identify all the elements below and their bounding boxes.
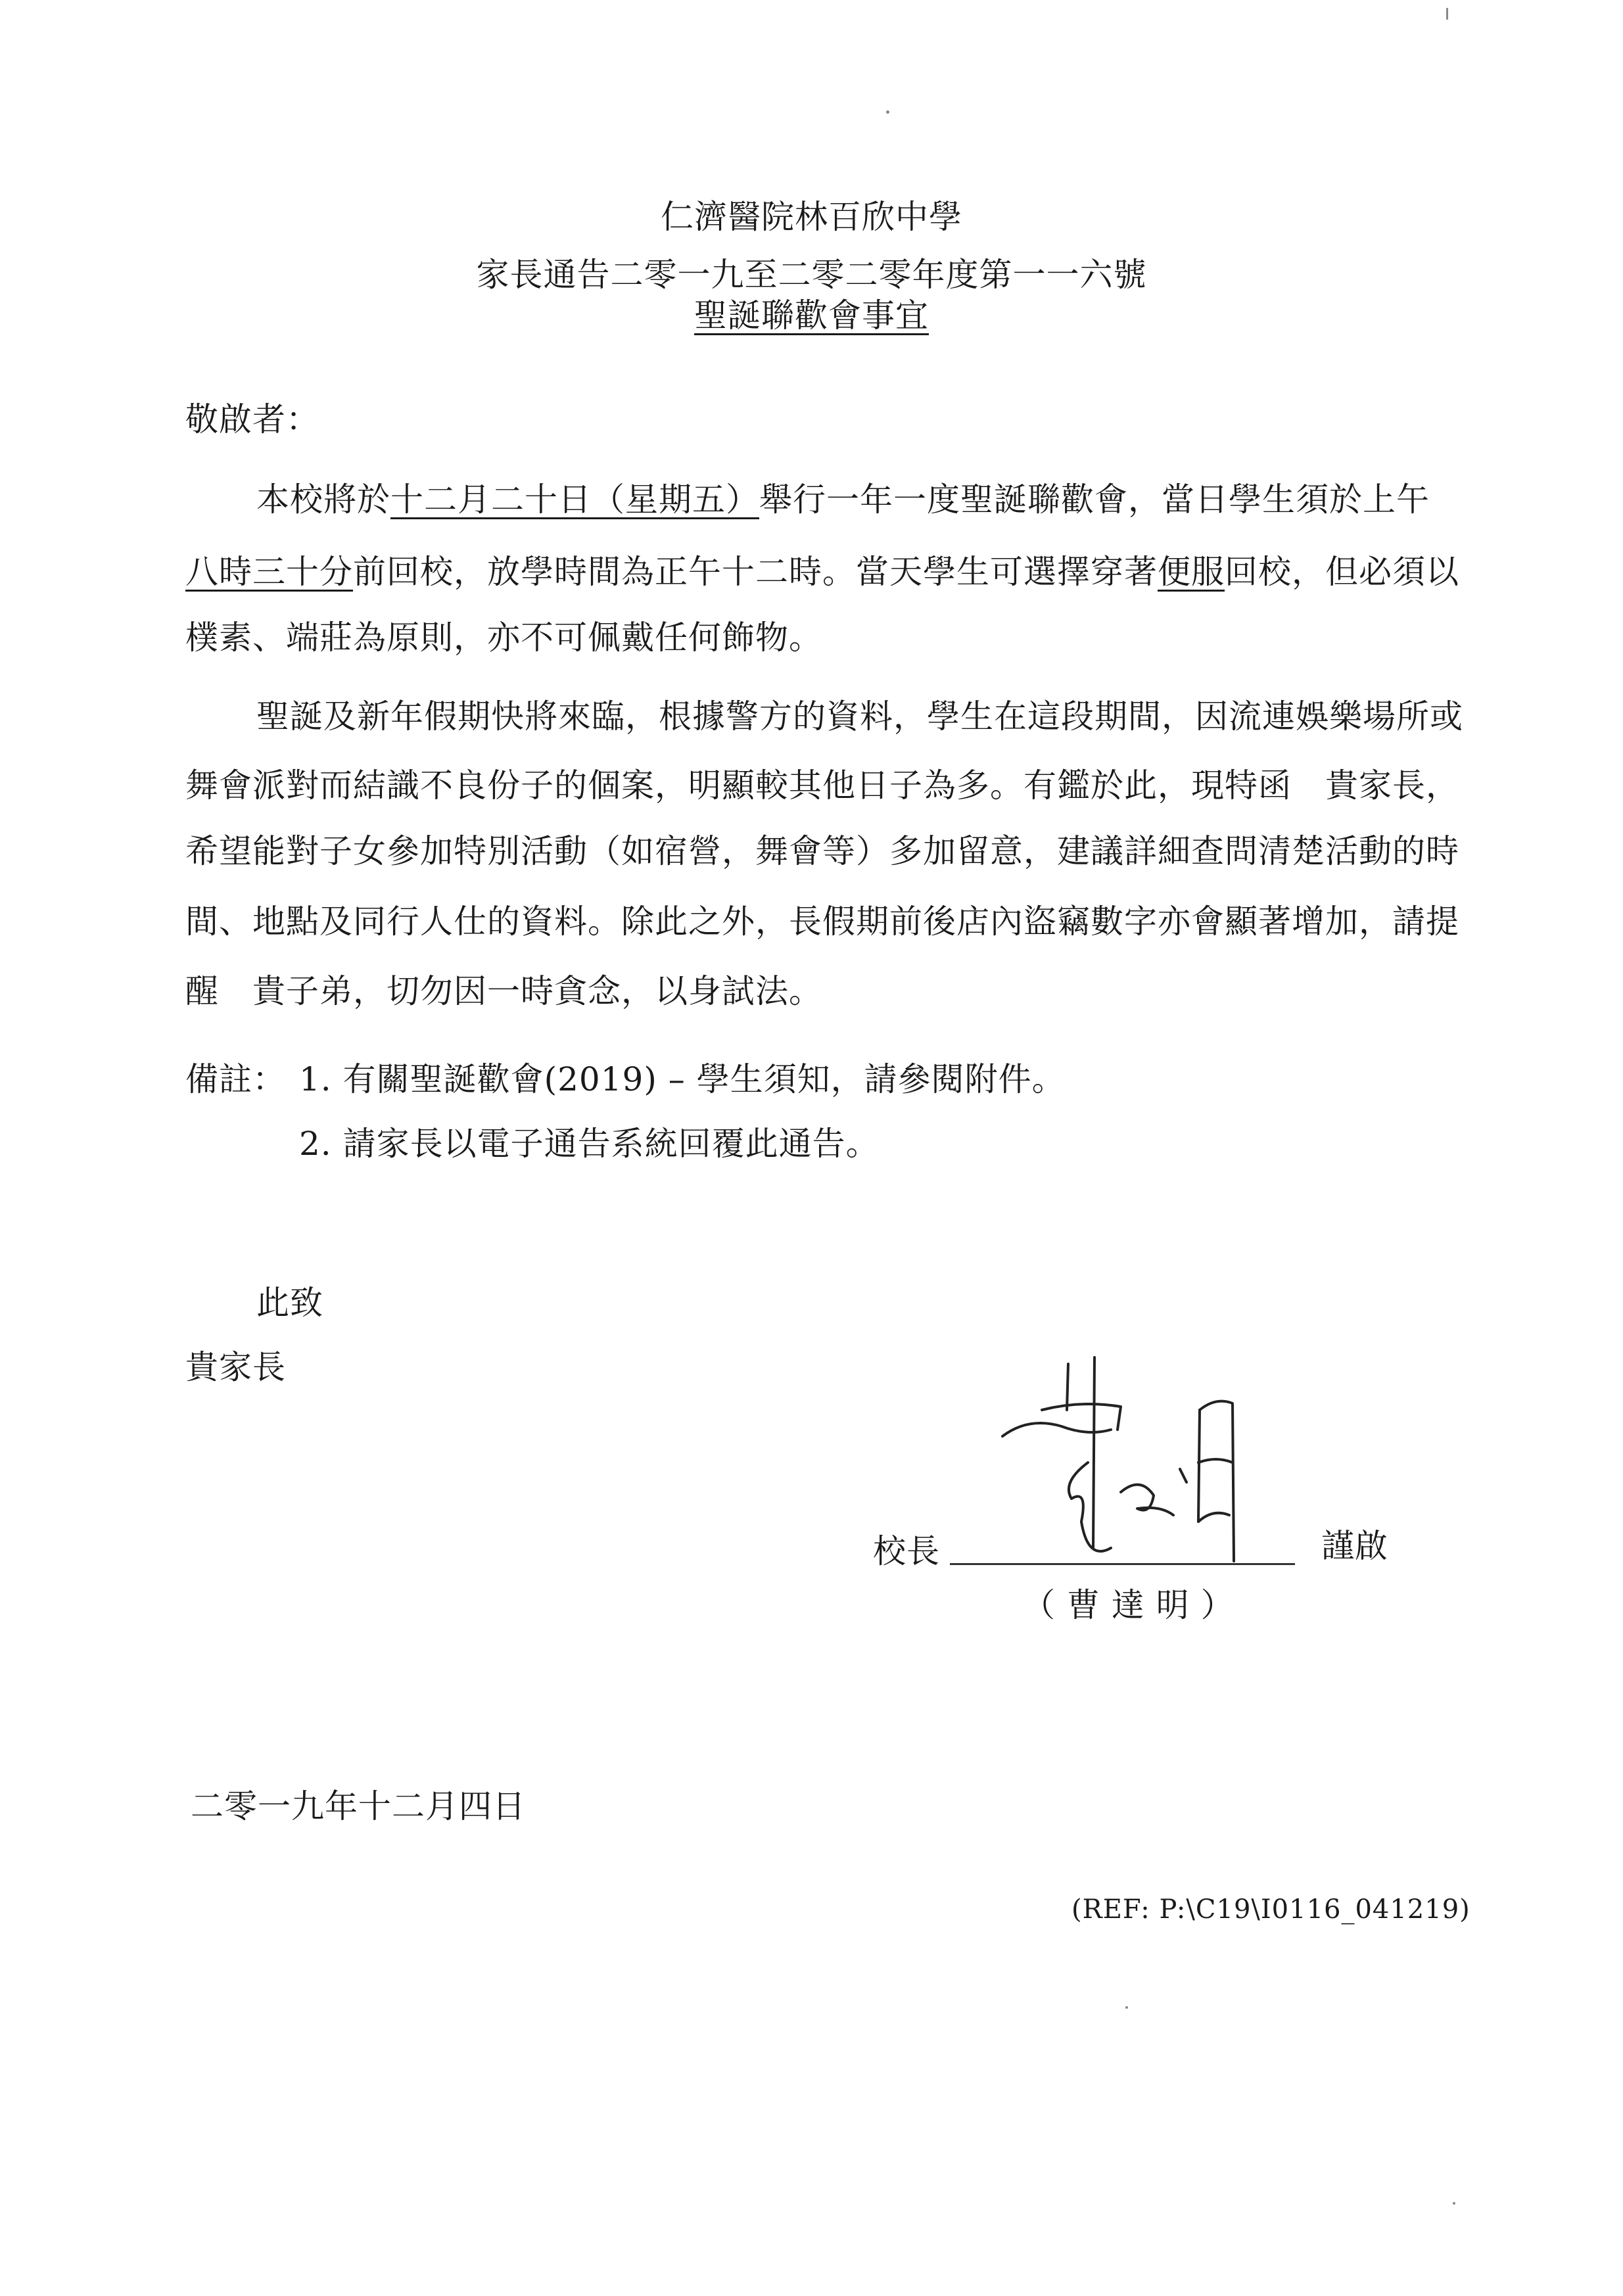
- paragraph2-line3: 希望能對子女參加特別活動（如宿營，舞會等）多加留意，建議詳細查問清楚活動的時: [185, 832, 1459, 870]
- sig-stroke-3: [1042, 1404, 1121, 1430]
- p1-line2-suffix: 回校，但必須以: [1225, 553, 1459, 591]
- p1-line1-suffix: 舉行一年一度聖誕聯歡會，當日學生須於上午: [759, 480, 1430, 519]
- scan-speck: [1446, 8, 1448, 20]
- letter-date: 二零一九年十二月四日: [191, 1787, 526, 1825]
- sign-off: 謹啟: [1321, 1527, 1388, 1565]
- closing-line2: 貴家長: [185, 1348, 286, 1386]
- principal-title: 校長: [873, 1532, 940, 1570]
- paragraph1-line3: 樸素、端莊為原則，亦不可佩戴任何飾物。: [185, 619, 822, 657]
- scan-speck: [1125, 2006, 1128, 2009]
- scan-speck: [1453, 2202, 1455, 2205]
- paragraph2-line2: 舞會派對而結識不良份子的個案，明顯較其他日子為多。有鑑於此，現特函 貴家長，: [185, 766, 1459, 805]
- sig-stroke-6: [1121, 1485, 1173, 1515]
- p1-line2-middle: 前回校，放學時間為正午十二時。當天學生可選擇穿著: [353, 553, 1158, 591]
- dress-code: 便服: [1158, 553, 1225, 591]
- sig-stroke-2: [1093, 1357, 1094, 1548]
- sig-stroke-1: [1067, 1364, 1068, 1410]
- reference-code: (REF: P:\C19\I0116_041219): [1071, 1894, 1470, 1925]
- notice-number: 家長通告二零一九至二零二零年度第一一六號: [476, 256, 1147, 294]
- closing-line1: 此致: [256, 1284, 323, 1322]
- scan-speck: [886, 110, 889, 114]
- remarks-item-1: 1. 有關聖誕歡會(2019) – 學生須知，請參閱附件。: [299, 1060, 1066, 1098]
- paragraph2-line1: 聖誕及新年假期快將來臨，根據警方的資料，學生在這段期間，因流連娛樂場所或: [256, 697, 1463, 736]
- school-name: 仁濟醫院林百欣中學: [661, 198, 962, 236]
- notice-subject: [0, 296, 1623, 335]
- remarks-item-2: 2. 請家長以電子通告系統回覆此通告。: [299, 1125, 880, 1163]
- sig-stroke-8: [1200, 1401, 1234, 1561]
- paragraph2-line5: 醒 貴子弟，切勿因一時貪念，以身試法。: [185, 972, 822, 1010]
- sig-stroke-5: [1069, 1463, 1111, 1551]
- principal-name: （ 曹 達 明 ）: [1022, 1586, 1235, 1624]
- handwritten-signature: [989, 1351, 1252, 1574]
- arrival-time: 八時三十分: [185, 553, 353, 591]
- sig-stroke-9: [1198, 1410, 1229, 1522]
- p1-line1-prefix: 本校將於: [256, 480, 390, 519]
- salutation: 敬啟者：: [185, 400, 319, 438]
- subject-text: 聖誕聯歡會事宜: [694, 296, 929, 335]
- event-date: 十二月二十日（星期五）: [390, 480, 759, 519]
- paragraph1-line2: [185, 552, 1459, 592]
- sig-stroke-7: [1180, 1469, 1187, 1482]
- remarks-label: 備註：: [185, 1060, 286, 1098]
- paragraph2-line4: 間、地點及同行人仕的資料。除此之外，長假期前後店內盜竊數字亦會顯著增加，請提: [185, 902, 1459, 941]
- paragraph1-line1: [256, 480, 1430, 519]
- sig-stroke-10: [1198, 1459, 1233, 1463]
